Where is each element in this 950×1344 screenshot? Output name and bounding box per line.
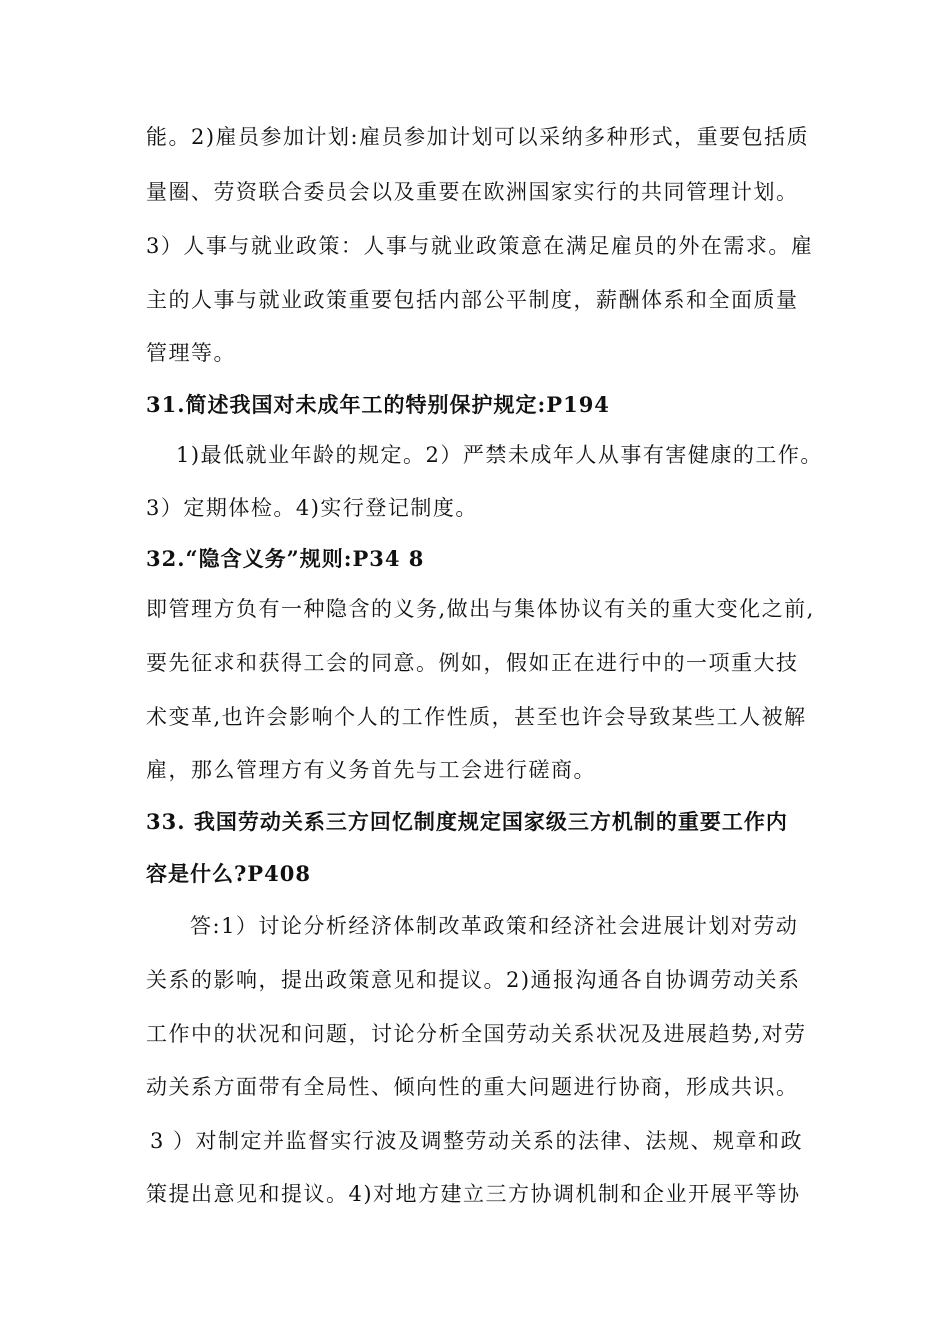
text-line: 能。2)雇员参加计划:雇员参加计划可以采纳多种形式，重要包括质	[146, 125, 810, 149]
text-line: 策提出意见和提议。4)对地方建立三方协调机制和企业开展平等协	[146, 1182, 801, 1206]
text-line: 主的人事与就业政策重要包括内部公平制度，薪酬体系和全面质量	[146, 288, 799, 312]
text-line: 3）定期体检。4)实行登记制度。	[146, 496, 478, 520]
text-line: 3）人事与就业政策：人事与就业政策意在满足雇员的外在需求。雇	[146, 234, 814, 258]
text-line: 关系的影响，提出政策意见和提议。2)通报沟通各自协调劳动关系	[146, 968, 801, 992]
text-line: 工作中的状况和问题，讨论分析全国劳动关系状况及进展趋势,对劳	[146, 1022, 807, 1046]
section-heading-33: 33. 我国劳动关系三方回忆制度规定国家级三方机制的重要工作内	[146, 809, 788, 834]
text-line: 量圈、劳资联合委员会以及重要在欧洲国家实行的共同管理计划。	[146, 180, 799, 204]
text-line: 即管理方负有一种隐含的义务,做出与集体协议有关的重大变化之前,	[146, 597, 815, 621]
text-line: 雇，那么管理方有义务首先与工会进行磋商。	[146, 758, 596, 782]
text-line: 动关系方面带有全局性、倾向性的重大问题进行协商，形成共识。	[146, 1075, 799, 1099]
text-line: 要先征求和获得工会的同意。例如，假如正在进行中的一项重大技	[146, 651, 799, 675]
text-line: 答:1）讨论分析经济体制改革政策和经济社会进展计划对劳动	[190, 914, 799, 938]
section-heading-33-cont: 容是什么?P408	[146, 861, 311, 886]
text-line: 3 ）对制定并监督实行波及调整劳动关系的法律、法规、规章和政	[150, 1129, 804, 1153]
section-heading-31: 31.简述我国对未成年工的特别保护规定:P194	[146, 392, 610, 417]
text-line: 术变革,也许会影响个人的工作性质，甚至也许会导致某些工人被解	[146, 705, 807, 729]
text-line: 1)最低就业年龄的规定。2）严禁未成年人从事有害健康的工作。	[176, 443, 823, 467]
text-line: 管理等。	[146, 341, 236, 365]
section-heading-32: 32.“隐含义务”规则:P34 8	[146, 546, 425, 571]
